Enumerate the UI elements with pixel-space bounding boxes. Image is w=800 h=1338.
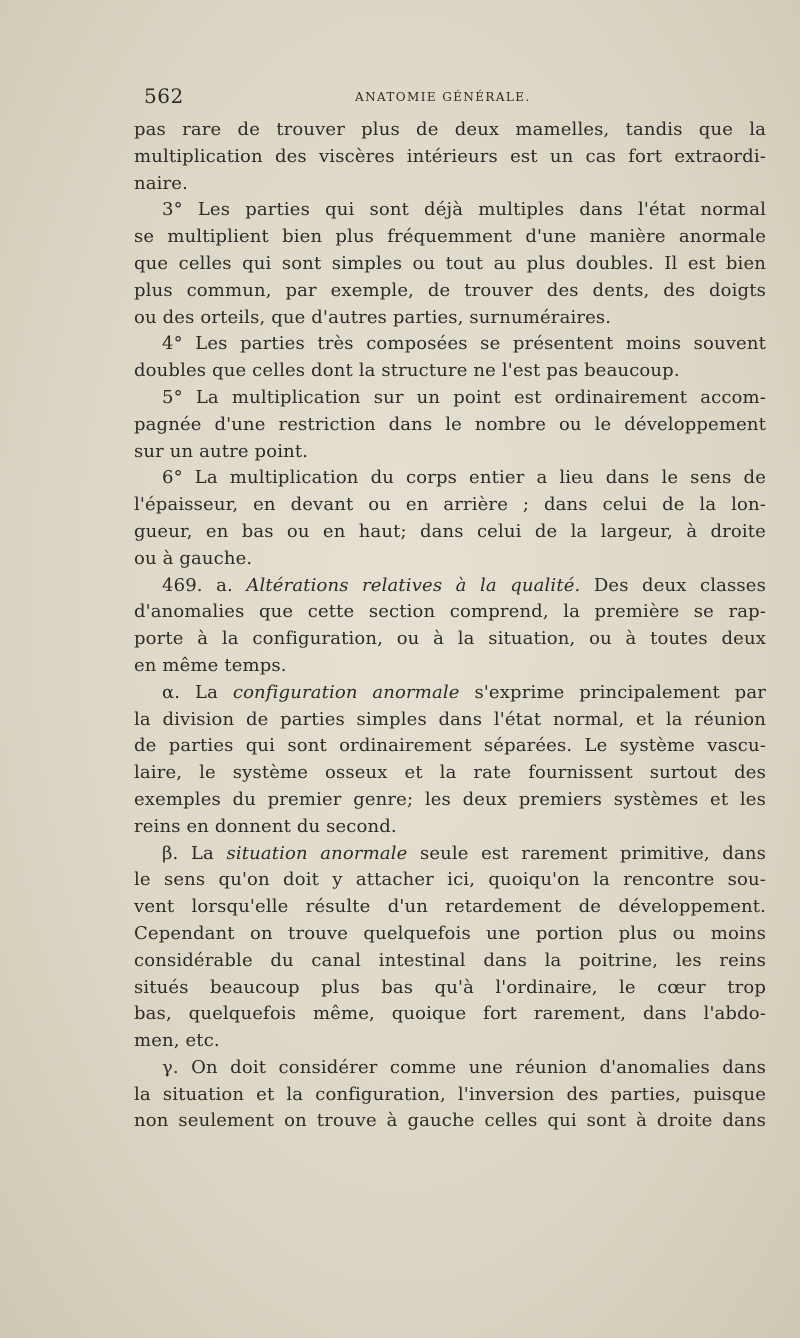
page-number: 562: [144, 84, 184, 108]
text-line: considérable du canal intestinal dans la poitrine, les reins: [134, 949, 766, 971]
text-line: non seulement on trouve à gauche celles qui sont à droite dans: [134, 1110, 766, 1132]
text-line: l'épaisseur, en devant ou en arrière ; dans celui de la lon-: [134, 494, 766, 516]
text-line: ou des orteils, que d'autres parties, surnuméraires.: [134, 306, 612, 328]
text-line: laire, le système osseux et la rate fournissent surtout des: [134, 762, 766, 784]
text-line: pagnée d'une restriction dans le nombre ou le développement: [134, 413, 766, 435]
text-line: en même temps.: [134, 654, 287, 676]
text-line: pas rare de trouver plus de deux mamelles, tandis que la: [134, 119, 766, 140]
paragraph-alpha-start: α. La configuration anormale s'exprime principalement par: [162, 681, 766, 703]
paragraph-gamma-start: γ. On doit considérer comme une réunion d'anomalies dans: [162, 1056, 766, 1078]
text-line: multiplication des viscères intérieurs est un cas fort extraordi-: [134, 145, 766, 167]
text-line: de parties qui sont ordinairement séparées. Le système vascu-: [134, 735, 766, 757]
text-line: plus commun, par exemple, de trouver des dents, des doigts: [134, 279, 766, 301]
section-469-start: 469. a. Altérations relatives à la qualité. Des deux classes: [162, 574, 766, 596]
paragraph-4-start: 4° Les parties très composées se présentent moins souvent: [162, 333, 766, 355]
text-line: le sens qu'on doit y attacher ici, quoiqu'on la rencontre sou-: [134, 869, 766, 891]
text-line: doubles que celles dont la structure ne l'est pas beaucoup.: [134, 360, 680, 382]
text-line: porte à la configuration, ou à la situation, ou à toutes deux: [134, 628, 766, 650]
page-header: [140, 84, 760, 114]
text-line: Cependant on trouve quelquefois une portion plus ou moins: [134, 922, 766, 944]
text-line: se multiplient bien plus fréquemment d'une manière anormale: [134, 226, 766, 248]
text-line: la division de parties simples dans l'état normal, et la réunion: [134, 708, 766, 730]
text-line: la situation et la configuration, l'inversion des parties, puisque: [134, 1083, 766, 1105]
paragraph-5-start: 5° La multiplication sur un point est ordinairement accom-: [162, 386, 766, 408]
text-line: sur un autre point.: [134, 440, 309, 462]
text-line: naire.: [134, 172, 188, 194]
paragraph-beta-start: β. La situation anormale seule est rarement primitive, dans: [162, 842, 766, 864]
text-line: bas, quelquefois même, quoique fort rarement, dans l'abdo-: [134, 1003, 766, 1025]
text-line: que celles qui sont simples ou tout au plus doubles. Il est bien: [134, 252, 766, 274]
term-italic: situation anormale: [226, 842, 408, 864]
section-title-italic: Altérations relatives à la qualité.: [246, 574, 581, 596]
text-line: ou à gauche.: [134, 547, 253, 569]
text-line: situés beaucoup plus bas qu'à l'ordinaire, le cœur trop: [134, 976, 766, 998]
paragraph-3-start: 3° Les parties qui sont déjà multiples dans l'état normal: [162, 199, 766, 221]
text-line: exemples du premier genre; les deux premiers systèmes et les: [134, 788, 766, 810]
text-line: d'anomalies que cette section comprend, la première se rap-: [134, 601, 766, 623]
text-line: gueur, en bas ou en haut; dans celui de la largeur, à droite: [134, 520, 766, 542]
paragraph-6-start: 6° La multiplication du corps entier a lieu dans le sens de: [162, 467, 766, 489]
text-line: vent lorsqu'elle résulte d'un retardement de développement.: [134, 896, 766, 918]
running-head: ANATOMIE GÉNÉRALE.: [355, 90, 531, 104]
text-line: reins en donnent du second.: [134, 815, 397, 837]
text-line: men, etc.: [134, 1030, 220, 1052]
body-text: [134, 117, 766, 1135]
term-italic: configuration anormale: [232, 681, 460, 703]
